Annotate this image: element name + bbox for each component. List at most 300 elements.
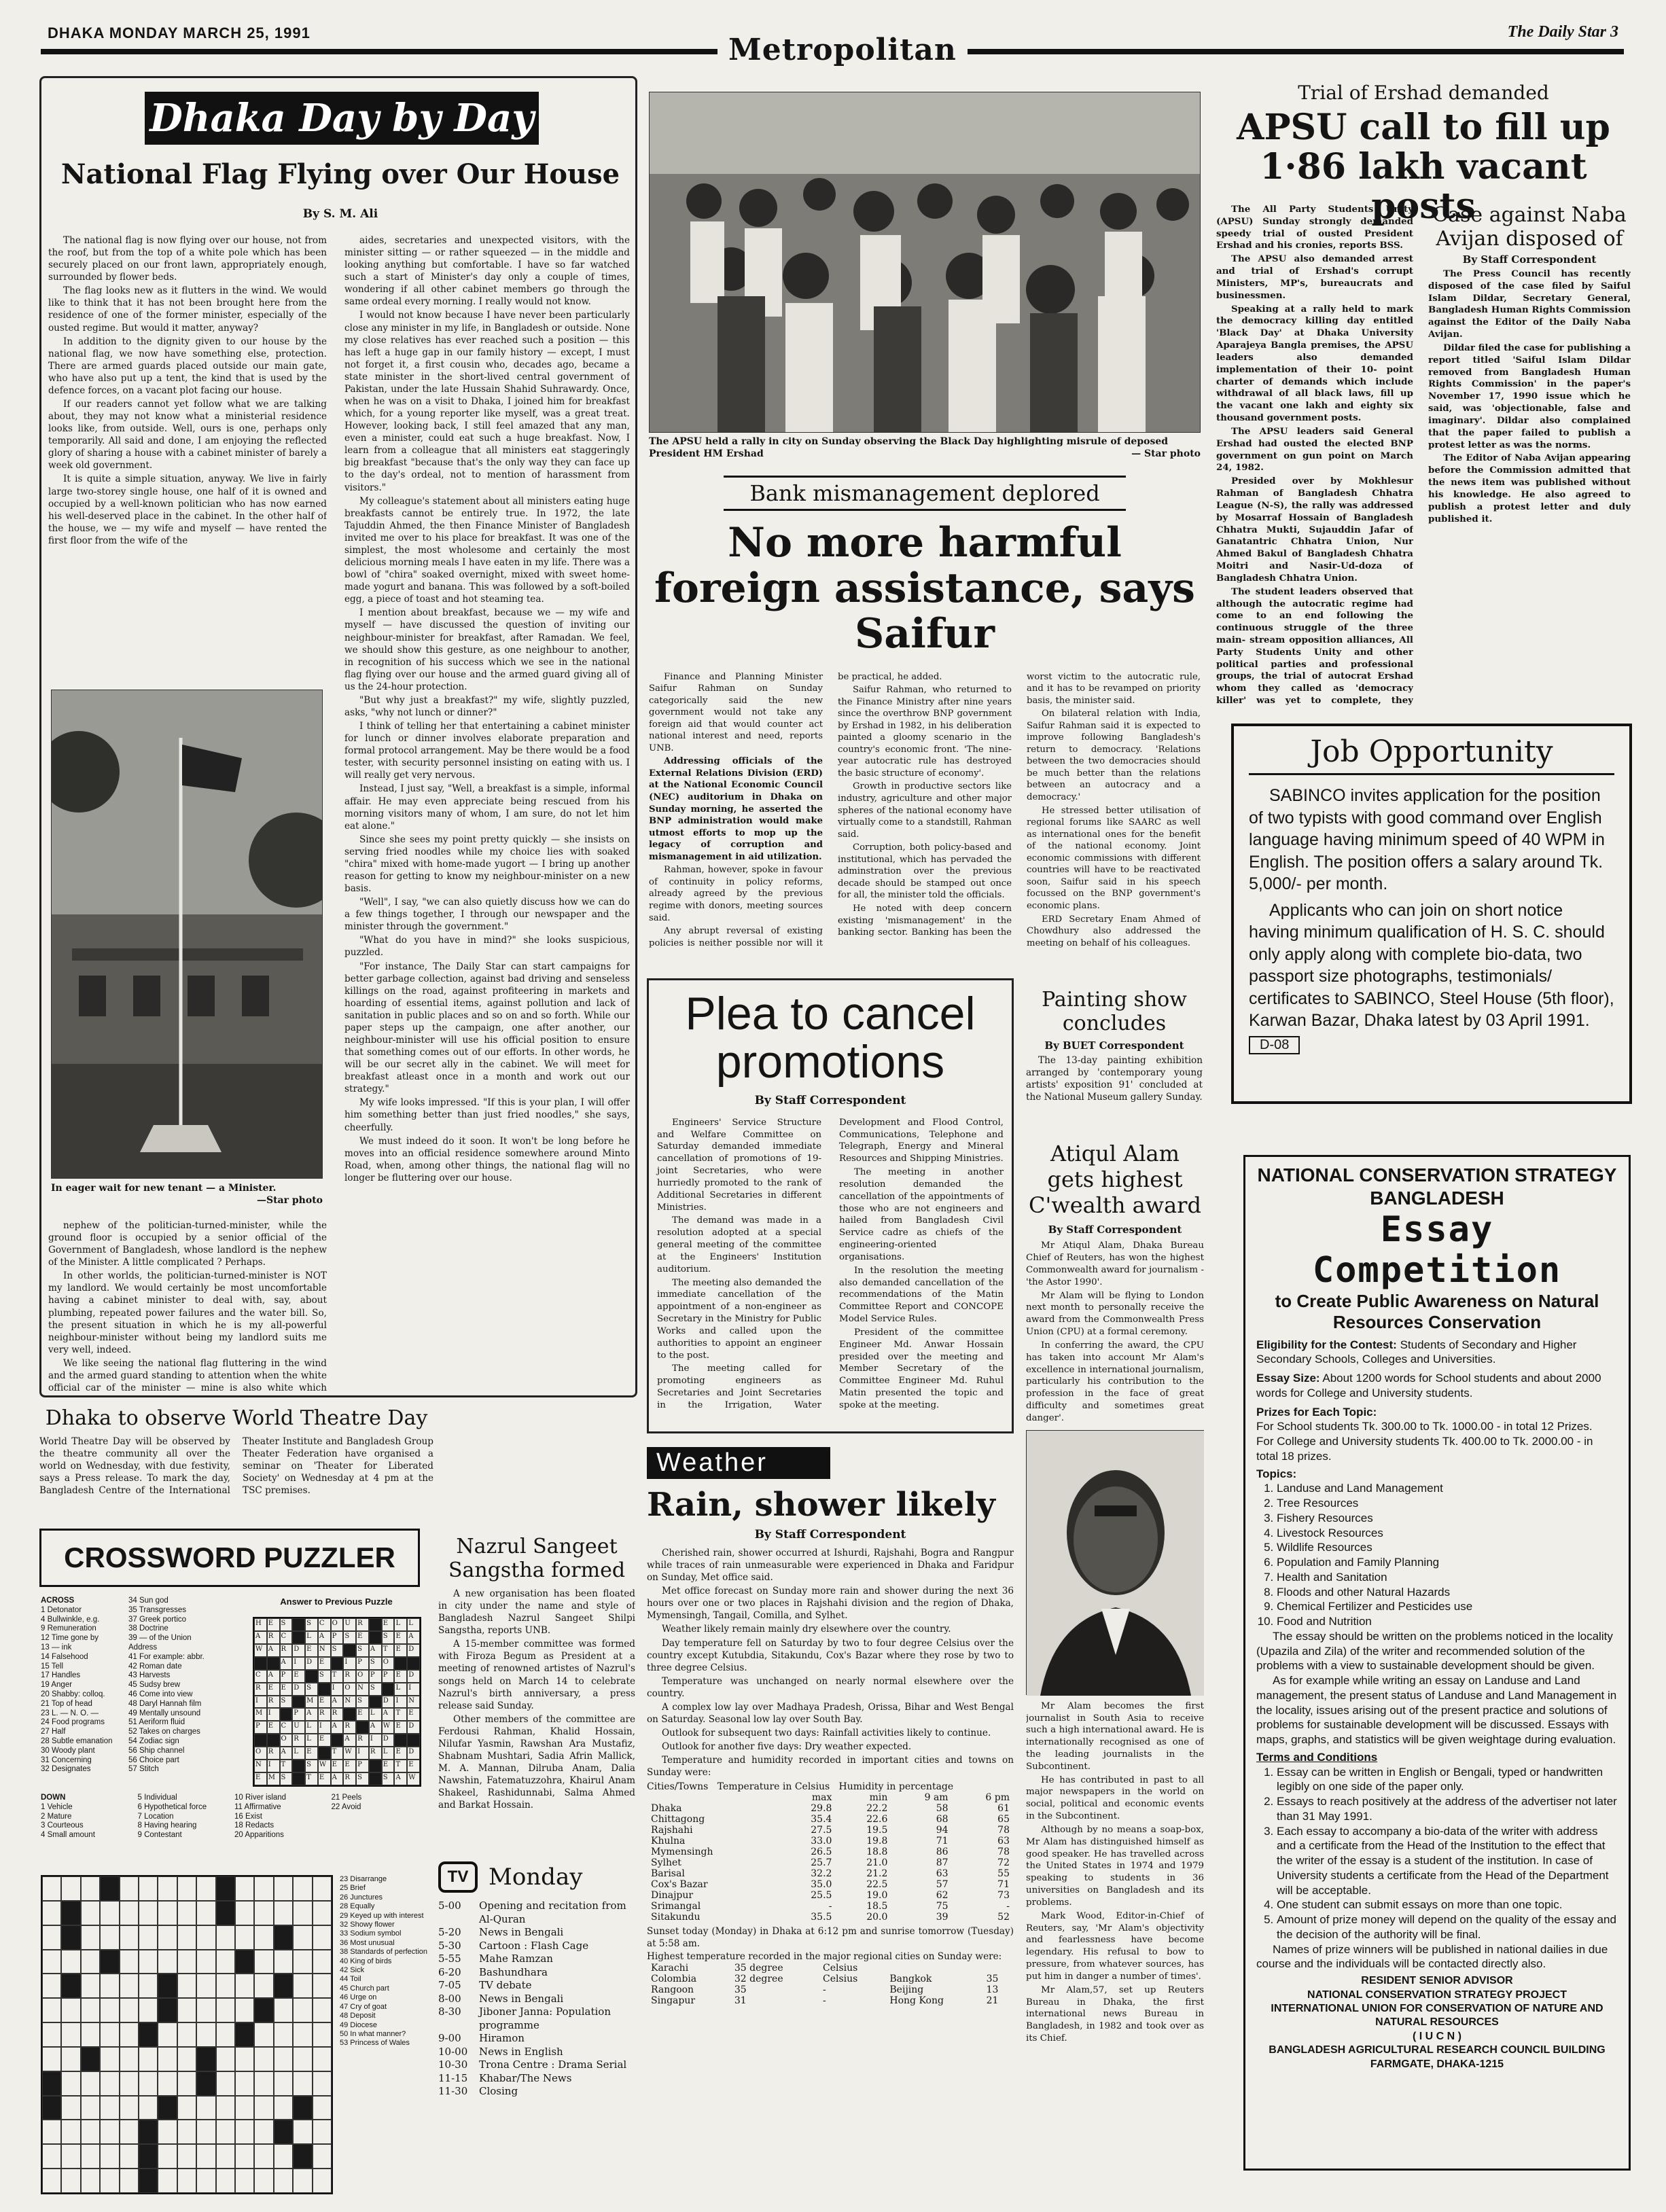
answer-cell: E [394,1644,407,1657]
puzzle-cell[interactable] [61,1901,80,1925]
puzzle-cell[interactable] [274,2169,293,2193]
puzzle-cell[interactable] [81,1876,100,1901]
puzzle-cell[interactable] [139,2144,158,2169]
down-clue: 47 Cry of goat [340,2002,387,2011]
answer-cell [343,1708,356,1721]
puzzle-cell[interactable] [196,2144,215,2169]
puzzle-cell[interactable] [177,2096,196,2120]
puzzle-cell[interactable] [100,1925,119,1950]
puzzle-cell[interactable] [139,2071,158,2096]
puzzle-cell[interactable] [139,1901,158,1925]
puzzle-cell[interactable] [120,1876,139,1901]
puzzle-grid-cells[interactable] [41,1875,333,2194]
answer-cell: O [356,1670,369,1683]
size-text: About 1200 words for School students and about 2000 words for College and University students. [1256,1372,1601,1399]
puzzle-cell[interactable] [196,2120,215,2144]
puzzle-cell[interactable] [313,1998,332,2022]
puzzle-cell[interactable] [100,2169,119,2193]
tv-program: Opening and recitation from Al-Quran [479,1899,626,1925]
puzzle-cell[interactable] [293,1998,312,2022]
puzzle-cell[interactable] [61,1876,80,1901]
tv-program: Trona Centre : Drama Serial [479,2058,627,2071]
puzzle-cell[interactable] [196,1925,215,1950]
answer-cell: S [356,1696,369,1709]
th-temp: Temperature in Celsius [717,1781,830,1793]
puzzle-cell[interactable] [139,1950,158,1974]
puzzle-cell[interactable] [216,2096,235,2120]
answer-cell: N [254,1760,267,1772]
answer-cell [369,1618,382,1631]
puzzle-cell[interactable] [139,2120,158,2144]
puzzle-cell[interactable] [158,1950,177,1974]
puzzle-cell[interactable] [216,1998,235,2022]
puzzle-cell[interactable] [42,2169,61,2193]
dateline: DHAKA MONDAY MARCH 25, 1991 [48,24,311,41]
answer-cell: L [305,1631,318,1644]
tv-row [438,2032,635,2046]
wx-value: 63 [936,1868,949,1880]
puzzle-cell[interactable] [293,2022,312,2047]
puzzle-cell[interactable] [216,1876,235,1901]
puzzle-cell[interactable] [216,2047,235,2071]
puzzle-cell[interactable] [42,2120,61,2144]
puzzle-cell[interactable] [274,2022,293,2047]
down-clue: 48 Deposit [340,2012,376,2020]
puzzle-cell[interactable] [196,1998,215,2022]
puzzle-cell[interactable] [254,1876,273,1901]
tv-time: 10-30 [438,2058,468,2071]
puzzle-cell[interactable] [61,2096,80,2120]
answer-cell: E [280,1683,293,1696]
puzzle-cell[interactable] [61,1950,80,1974]
puzzle-cell[interactable] [120,2169,139,2193]
puzzle-cell[interactable] [254,1950,273,1974]
paragraph: The national flag is now flying over our house, not from the roof, but from the top of a white pole which has been securely placed on our front lawn, appropriately enough, surrounded by flower beds. [48,235,327,283]
puzzle-cell[interactable] [196,2096,215,2120]
puzzle-cell[interactable] [139,1876,158,1901]
puzzle-cell[interactable] [274,2120,293,2144]
puzzle-cell[interactable] [139,2022,158,2047]
puzzle-cell[interactable] [139,1925,158,1950]
puzzle-cell[interactable] [216,2120,235,2144]
puzzle-cell[interactable] [61,1974,80,1998]
puzzle-cell[interactable] [42,2096,61,2120]
theatre-headline: Dhaka to observe World Theatre Day [45,1406,428,1430]
th-humid: Humidity in percentage [838,1781,954,1793]
puzzle-cell[interactable] [216,2071,235,2096]
puzzle-cell[interactable] [158,2096,177,2120]
puzzle-cell[interactable] [120,1998,139,2022]
puzzle-cell[interactable] [235,1974,254,1998]
essay-body [1256,1338,1618,2072]
puzzle-cell[interactable] [177,1876,196,1901]
puzzle-cell[interactable] [235,2047,254,2071]
paragraph: My wife looks impressed. "If this is your plan, I will offer him something better than just fried noodles," she says, cheerfully. [344,1097,630,1133]
puzzle-cell[interactable] [293,2071,312,2096]
tv-row [438,1926,635,1940]
puzzle-cell[interactable] [235,2144,254,2169]
answer-cell: T [394,1760,407,1772]
puzzle-cell[interactable] [177,2120,196,2144]
tv-row [438,1940,635,1953]
puzzle-cell[interactable] [120,2047,139,2071]
puzzle-cell[interactable] [42,1998,61,2022]
atiqul-article [1026,1141,1204,2188]
puzzle-cell[interactable] [196,2071,215,2096]
puzzle-cell[interactable] [100,1901,119,1925]
puzzle-cell[interactable] [120,2071,139,2096]
puzzle-cell[interactable] [158,1998,177,2022]
puzzle-cell[interactable] [293,2144,312,2169]
puzzle-cell[interactable] [274,2071,293,2096]
plea-headline: Plea to cancel promotions [685,988,976,1088]
puzzle-cell[interactable] [313,1974,332,1998]
wx-city: Khulna [651,1836,686,1847]
answer-cell: A [318,1631,331,1644]
tv-program: Mahe Ramzan [479,1952,553,1965]
tv-time: 5-30 [438,1939,461,1952]
paragraph: I would not know because I have never been particularly close any minister in my life, in Bangladesh or outside. None my close relatives has ever reached such a position — this has left a huge gap in our family history — except, I must not forget it, a first cousin who, decades ago, became a state minister in the short-lived central government of Pakistan, under the late Hussain Shahid Suhrawardy. Once, when he was on a visit to Dhaka, I joined him for breakfast which, for a young reporter like myself, was a great treat. However, looking back, I still feel amazed that any man, even a minister, could eat such a huge breakfast. Now, I learn from a colleague that all ministers eat staggeringly big breakfast "because that's the only way they can face up to the day's ordeal, not to mention of harassment from visitors." [344,310,630,493]
puzzle-cell[interactable] [139,1998,158,2022]
puzzle-cell[interactable] [313,2096,332,2120]
paragraph: Since she sees my point pretty quickly — she insists on serving fried noodles while my choice lies with soaked "chira" mixed with home-made yugort — I bring up another reason for getting to know my neighbour-minister on a new basis. [344,834,630,895]
puzzle-cell[interactable] [81,2120,100,2144]
puzzle-cell[interactable] [196,1974,215,1998]
puzzle-cell[interactable] [293,1974,312,1998]
puzzle-cell[interactable] [216,2144,235,2169]
puzzle-cell[interactable] [100,2096,119,2120]
puzzle-cell[interactable] [81,2169,100,2193]
paragraph: The demand was made in a resolution adopted at a special general meeting of the committee at the Engineers' Institution auditorium. [657,1215,821,1274]
essay-ad [1243,1155,1631,2171]
puzzle-cell[interactable] [81,2144,100,2169]
puzzle-cell[interactable] [216,1974,235,1998]
puzzle-cell[interactable] [196,1950,215,1974]
puzzle-cell[interactable] [42,2071,61,2096]
puzzle-cell[interactable] [177,1901,196,1925]
puzzle-cell[interactable] [100,2144,119,2169]
paragraph: Finance and Planning Minister Saifur Rahman on Sunday categorically said the new government would not take any foreign aid that would counter act national interest and need, reports UNB. [649,671,823,753]
puzzle-cell[interactable] [293,1901,312,1925]
puzzle-cell[interactable] [216,1901,235,1925]
puzzle-cell[interactable] [235,2022,254,2047]
puzzle-cell[interactable] [313,1950,332,1974]
answer-cell: E [356,1708,369,1721]
puzzle-cell[interactable] [42,1925,61,1950]
puzzle-cell[interactable] [235,1998,254,2022]
puzzle-cell[interactable] [235,2096,254,2120]
puzzle-cell[interactable] [158,2022,177,2047]
puzzle-cell[interactable] [100,1876,119,1901]
puzzle-cell[interactable] [235,1901,254,1925]
puzzle-cell[interactable] [313,2169,332,2193]
puzzle-cell[interactable] [158,2169,177,2193]
portrait-illustration [1027,1431,1204,1696]
plea-body [657,1117,1004,1433]
puzzle-cell[interactable] [216,1950,235,1974]
puzzle-cell[interactable] [196,2047,215,2071]
answer-cell: D [292,1683,305,1696]
puzzle-cell[interactable] [177,2144,196,2169]
paragraph: On bilateral relation with India, Saifur Rahman said it is expected to improve following Bangladesh's return to democracy. 'Relations between the two democracies should be much better than the relations between an autocracy and a democracy.' [1027,709,1201,803]
answer-cell: E [318,1657,331,1670]
weather-regional-intro: Highest temperature recorded in the major regional cities on Sunday were: [647,1950,1002,1962]
answer-cell: A [280,1747,293,1760]
puzzle-cell[interactable] [139,2169,158,2193]
answer-cell: S [369,1657,382,1670]
weather-article [647,1447,1014,2194]
puzzle-cell[interactable] [177,1974,196,1998]
puzzle-cell[interactable] [313,2047,332,2071]
puzzle-cell[interactable] [81,1950,100,1974]
puzzle-cell[interactable] [274,2096,293,2120]
answer-cell: W [254,1644,267,1657]
puzzle-cell[interactable] [293,1950,312,1974]
puzzle-cell[interactable] [196,2022,215,2047]
wx-value: 26.5 [811,1847,832,1858]
puzzle-cell[interactable] [100,2022,119,2047]
tv-program: TV debate [479,1979,532,1991]
puzzle-cell[interactable] [313,2144,332,2169]
puzzle-cell[interactable] [235,1950,254,1974]
puzzle-cell[interactable] [293,2120,312,2144]
puzzle-cell[interactable] [42,2144,61,2169]
puzzle-cell[interactable] [120,2120,139,2144]
puzzle-cell[interactable] [254,2047,273,2071]
puzzle-cell[interactable] [254,1998,273,2022]
puzzle-cell[interactable] [42,2022,61,2047]
puzzle-cell[interactable] [81,2071,100,2096]
across-clue: 37 Greek portico [128,1615,187,1624]
puzzle-cell[interactable] [81,2022,100,2047]
puzzle-cell[interactable] [61,2144,80,2169]
puzzle-cell[interactable] [81,1998,100,2022]
puzzle-cell[interactable] [81,1925,100,1950]
wx-value: 22.2 [866,1803,888,1815]
dhaka-day-col2 [344,234,630,1396]
answer-cell: A [267,1670,280,1683]
topic-item: 3. Fishery Resources [1277,1511,1618,1526]
puzzle-cell[interactable] [61,1925,80,1950]
puzzle-cell[interactable] [100,1950,119,1974]
puzzle-cell[interactable] [235,1925,254,1950]
puzzle-cell[interactable] [158,2144,177,2169]
puzzle-cell[interactable] [139,2047,158,2071]
puzzle-cell[interactable] [254,1974,273,1998]
puzzle-cell[interactable] [274,1876,293,1901]
puzzle-cell[interactable] [158,2071,177,2096]
puzzle-cell[interactable] [61,1998,80,2022]
puzzle-cell[interactable] [158,1901,177,1925]
job-text-1: SABINCO invites application for the position of two typists with good command over English language having minimum speed of 40 WPM in English. The position offers a salary around Tk. 5,000/- per month. [1249,786,1605,893]
atiqul-portrait [1026,1430,1204,1695]
tv-program: News in Bengali [479,1926,564,1938]
puzzle-cell[interactable] [42,1950,61,1974]
puzzle-cell[interactable] [120,1950,139,1974]
puzzle-cell[interactable] [61,2047,80,2071]
theatre-text: World Theatre Day will be observed by the theatre community all over the world on Wednesday, with due festivity, says a Press release. To mark the day, Bangladesh Centre of the International Theater Institute and Bangladesh Group Theater Federation have organised a seminar on 'Theater for Liberated Society' on Wednesday at 4 pm at the TSC premises. [39,1436,433,1497]
paragraph: Addressing officials of the External Relations Division (ERD) at the National Economic Council (NEC) auditorium in Dhaka on Sunday morning, he asserted the BNP administration would make utmost efforts to mop up the legacy of corruption and mismanagement in aid utilization. [649,756,823,862]
term-item: 2. Essays to reach positively at the address of the advertiser not later than 31 May 1991. [1277,1794,1618,1824]
answer-cell: I [343,1657,356,1670]
puzzle-cell[interactable] [177,2047,196,2071]
puzzle-cell[interactable] [254,2169,273,2193]
puzzle-cell[interactable] [100,1974,119,1998]
puzzle-cell[interactable] [313,2120,332,2144]
tv-program: Closing [479,2085,518,2097]
down-clue: 29 Keyed up with interest [340,1911,424,1920]
puzzle-cell[interactable] [235,2071,254,2096]
answer-cell: W [318,1760,331,1772]
puzzle-cell[interactable] [42,2047,61,2071]
elig-text: Students of Secondary and Higher Secondary Schools, Colleges and Universities. [1256,1338,1577,1366]
puzzle-cell[interactable] [254,2120,273,2144]
tv-list [438,1899,635,2099]
answer-cell: A [267,1644,280,1657]
puzzle-cell[interactable] [254,2022,273,2047]
wx-value: 87 [936,1857,949,1869]
paragraph: Dildar filed the case for publishing a report titled 'Saiful Islam Dildar removed from Bangladesh Human Rights Commission' in the paper's November 17, 1990 issue which he said, was 'objectionable, false and imaginary'. Dildar also complained that the paper failed to publish a protest letter as was the norms. [1428,342,1631,450]
puzzle-cell[interactable] [158,1925,177,1950]
puzzle-cell[interactable] [293,1925,312,1950]
weather-row [647,1901,1014,1912]
answer-cell: P [331,1631,344,1644]
puzzle-cell[interactable] [81,1901,100,1925]
tv-row [438,1952,635,1966]
puzzle-cell[interactable] [177,2071,196,2096]
puzzle-cell[interactable] [254,1901,273,1925]
puzzle-cell[interactable] [177,2169,196,2193]
puzzle-cell[interactable] [100,1998,119,2022]
puzzle-cell[interactable] [81,2096,100,2120]
answer-cell: E [356,1631,369,1644]
puzzle-cell[interactable] [274,1925,293,1950]
puzzle-cell[interactable] [235,2169,254,2193]
puzzle-cell[interactable] [100,2071,119,2096]
down-clue: 28 Equally [340,1902,375,1911]
puzzle-cell[interactable] [216,2022,235,2047]
puzzle-cell[interactable] [120,2144,139,2169]
puzzle-cell[interactable] [177,2022,196,2047]
puzzle-cell[interactable] [120,1925,139,1950]
puzzle-cell[interactable] [274,2144,293,2169]
crossword-grid[interactable] [41,1875,333,2194]
answer-cell: D [407,1670,420,1683]
tv-program: Cartoon : Flash Cage [479,1939,589,1952]
puzzle-cell[interactable] [254,2144,273,2169]
puzzle-cell[interactable] [120,1901,139,1925]
puzzle-cell[interactable] [158,1974,177,1998]
naba-headline: Case against Naba Avijan disposed of [1432,204,1627,251]
puzzle-cell[interactable] [313,1876,332,1901]
paragraph: ERD Secretary Enam Ahmed of Chowdhury also addressed the meeting on behalf of his colleagues. [1027,914,1201,948]
across-clue: 14 Falsehood [41,1652,88,1661]
puzzle-cell[interactable] [100,2120,119,2144]
regional-row [647,1984,1014,1995]
puzzle-cell[interactable] [61,2071,80,2096]
answer-cell: E [394,1631,407,1644]
puzzle-cell[interactable] [158,2047,177,2071]
wx-city: Srimangal [651,1901,701,1912]
puzzle-cell[interactable] [177,1950,196,1974]
answer-cell: C [254,1670,267,1683]
paragraph: Mr Atiqul Alam, Dhaka Bureau Chief of Reuters, has won the highest Commonwealth award for journalism -'the Astor 1990'. [1026,1241,1204,1287]
puzzle-cell[interactable] [196,2169,215,2193]
puzzle-cell[interactable] [177,1998,196,2022]
puzzle-cell[interactable] [274,2047,293,2071]
wx-value: 19.8 [866,1836,888,1847]
puzzle-cell[interactable] [158,2120,177,2144]
job-code: D-08 [1249,1036,1300,1054]
puzzle-cell[interactable] [120,2022,139,2047]
puzzle-cell[interactable] [293,1876,312,1901]
paragraph: The Editor of Naba Avijan appearing before the Commission admitted that the news item was published without his knowledge. He also agreed to publish a protest letter and duly published it. [1428,452,1631,524]
puzzle-cell[interactable] [177,1925,196,1950]
puzzle-cell[interactable] [313,1925,332,1950]
puzzle-cell[interactable] [61,2022,80,2047]
regional-cell: - [822,1995,826,2006]
answer-cell: R [267,1631,280,1644]
puzzle-cell[interactable] [196,1901,215,1925]
puzzle-cell[interactable] [293,2169,312,2193]
dhaka-day-box [39,76,637,1397]
puzzle-cell[interactable] [42,1974,61,1998]
puzzle-cell[interactable] [274,1950,293,1974]
puzzle-cell[interactable] [216,2169,235,2193]
puzzle-cell[interactable] [313,2022,332,2047]
puzzle-cell[interactable] [139,2096,158,2120]
puzzle-cell[interactable] [81,1974,100,1998]
puzzle-cell[interactable] [61,2169,80,2193]
answer-cell: D [407,1721,420,1734]
puzzle-cell[interactable] [235,1876,254,1901]
puzzle-cell[interactable] [313,2071,332,2096]
down-clue: 40 King of birds [340,1957,392,1965]
answer-cell: W [407,1772,420,1785]
across-clue: 38 Doctrine [128,1624,169,1633]
topics-list [1256,1481,1618,1629]
puzzle-cell[interactable] [293,2096,312,2120]
puzzle-cell[interactable] [216,1925,235,1950]
puzzle-cell[interactable] [81,2047,100,2071]
puzzle-cell[interactable] [196,1876,215,1901]
puzzle-cell[interactable] [274,1974,293,1998]
answer-cell [254,1734,267,1747]
apsu-headline: APSU call to fill up 1·86 lakh vacant posts [1237,107,1610,228]
puzzle-cell[interactable] [254,2096,273,2120]
puzzle-cell[interactable] [42,1876,61,1901]
puzzle-cell[interactable] [274,1998,293,2022]
down-clue: 22 Avoid [331,1802,361,1811]
puzzle-cell[interactable] [313,1901,332,1925]
puzzle-cell[interactable] [120,2096,139,2120]
regional-cell: Karachi [651,1962,689,1974]
puzzle-cell[interactable] [42,1901,61,1925]
weather-headline: Rain, shower likely [647,1486,995,1524]
puzzle-cell[interactable] [100,2047,119,2071]
puzzle-cell[interactable] [293,2047,312,2071]
puzzle-cell[interactable] [274,1901,293,1925]
across-clue: 4 Bullwinkle, e.g. [41,1615,100,1624]
puzzle-cell[interactable] [158,1876,177,1901]
paragraph: Mr Alam,57, set up Reuters Bureau in Dhaka, the first international news Bureau in Bangladesh, in 1982 and took over as its Chief. [1026,1984,1204,2044]
puzzle-cell[interactable] [120,1974,139,1998]
puzzle-cell[interactable] [254,2071,273,2096]
puzzle-cell[interactable] [235,2120,254,2144]
puzzle-cell[interactable] [254,1925,273,1950]
puzzle-cell[interactable] [61,2120,80,2144]
puzzle-cell[interactable] [139,1974,158,1998]
